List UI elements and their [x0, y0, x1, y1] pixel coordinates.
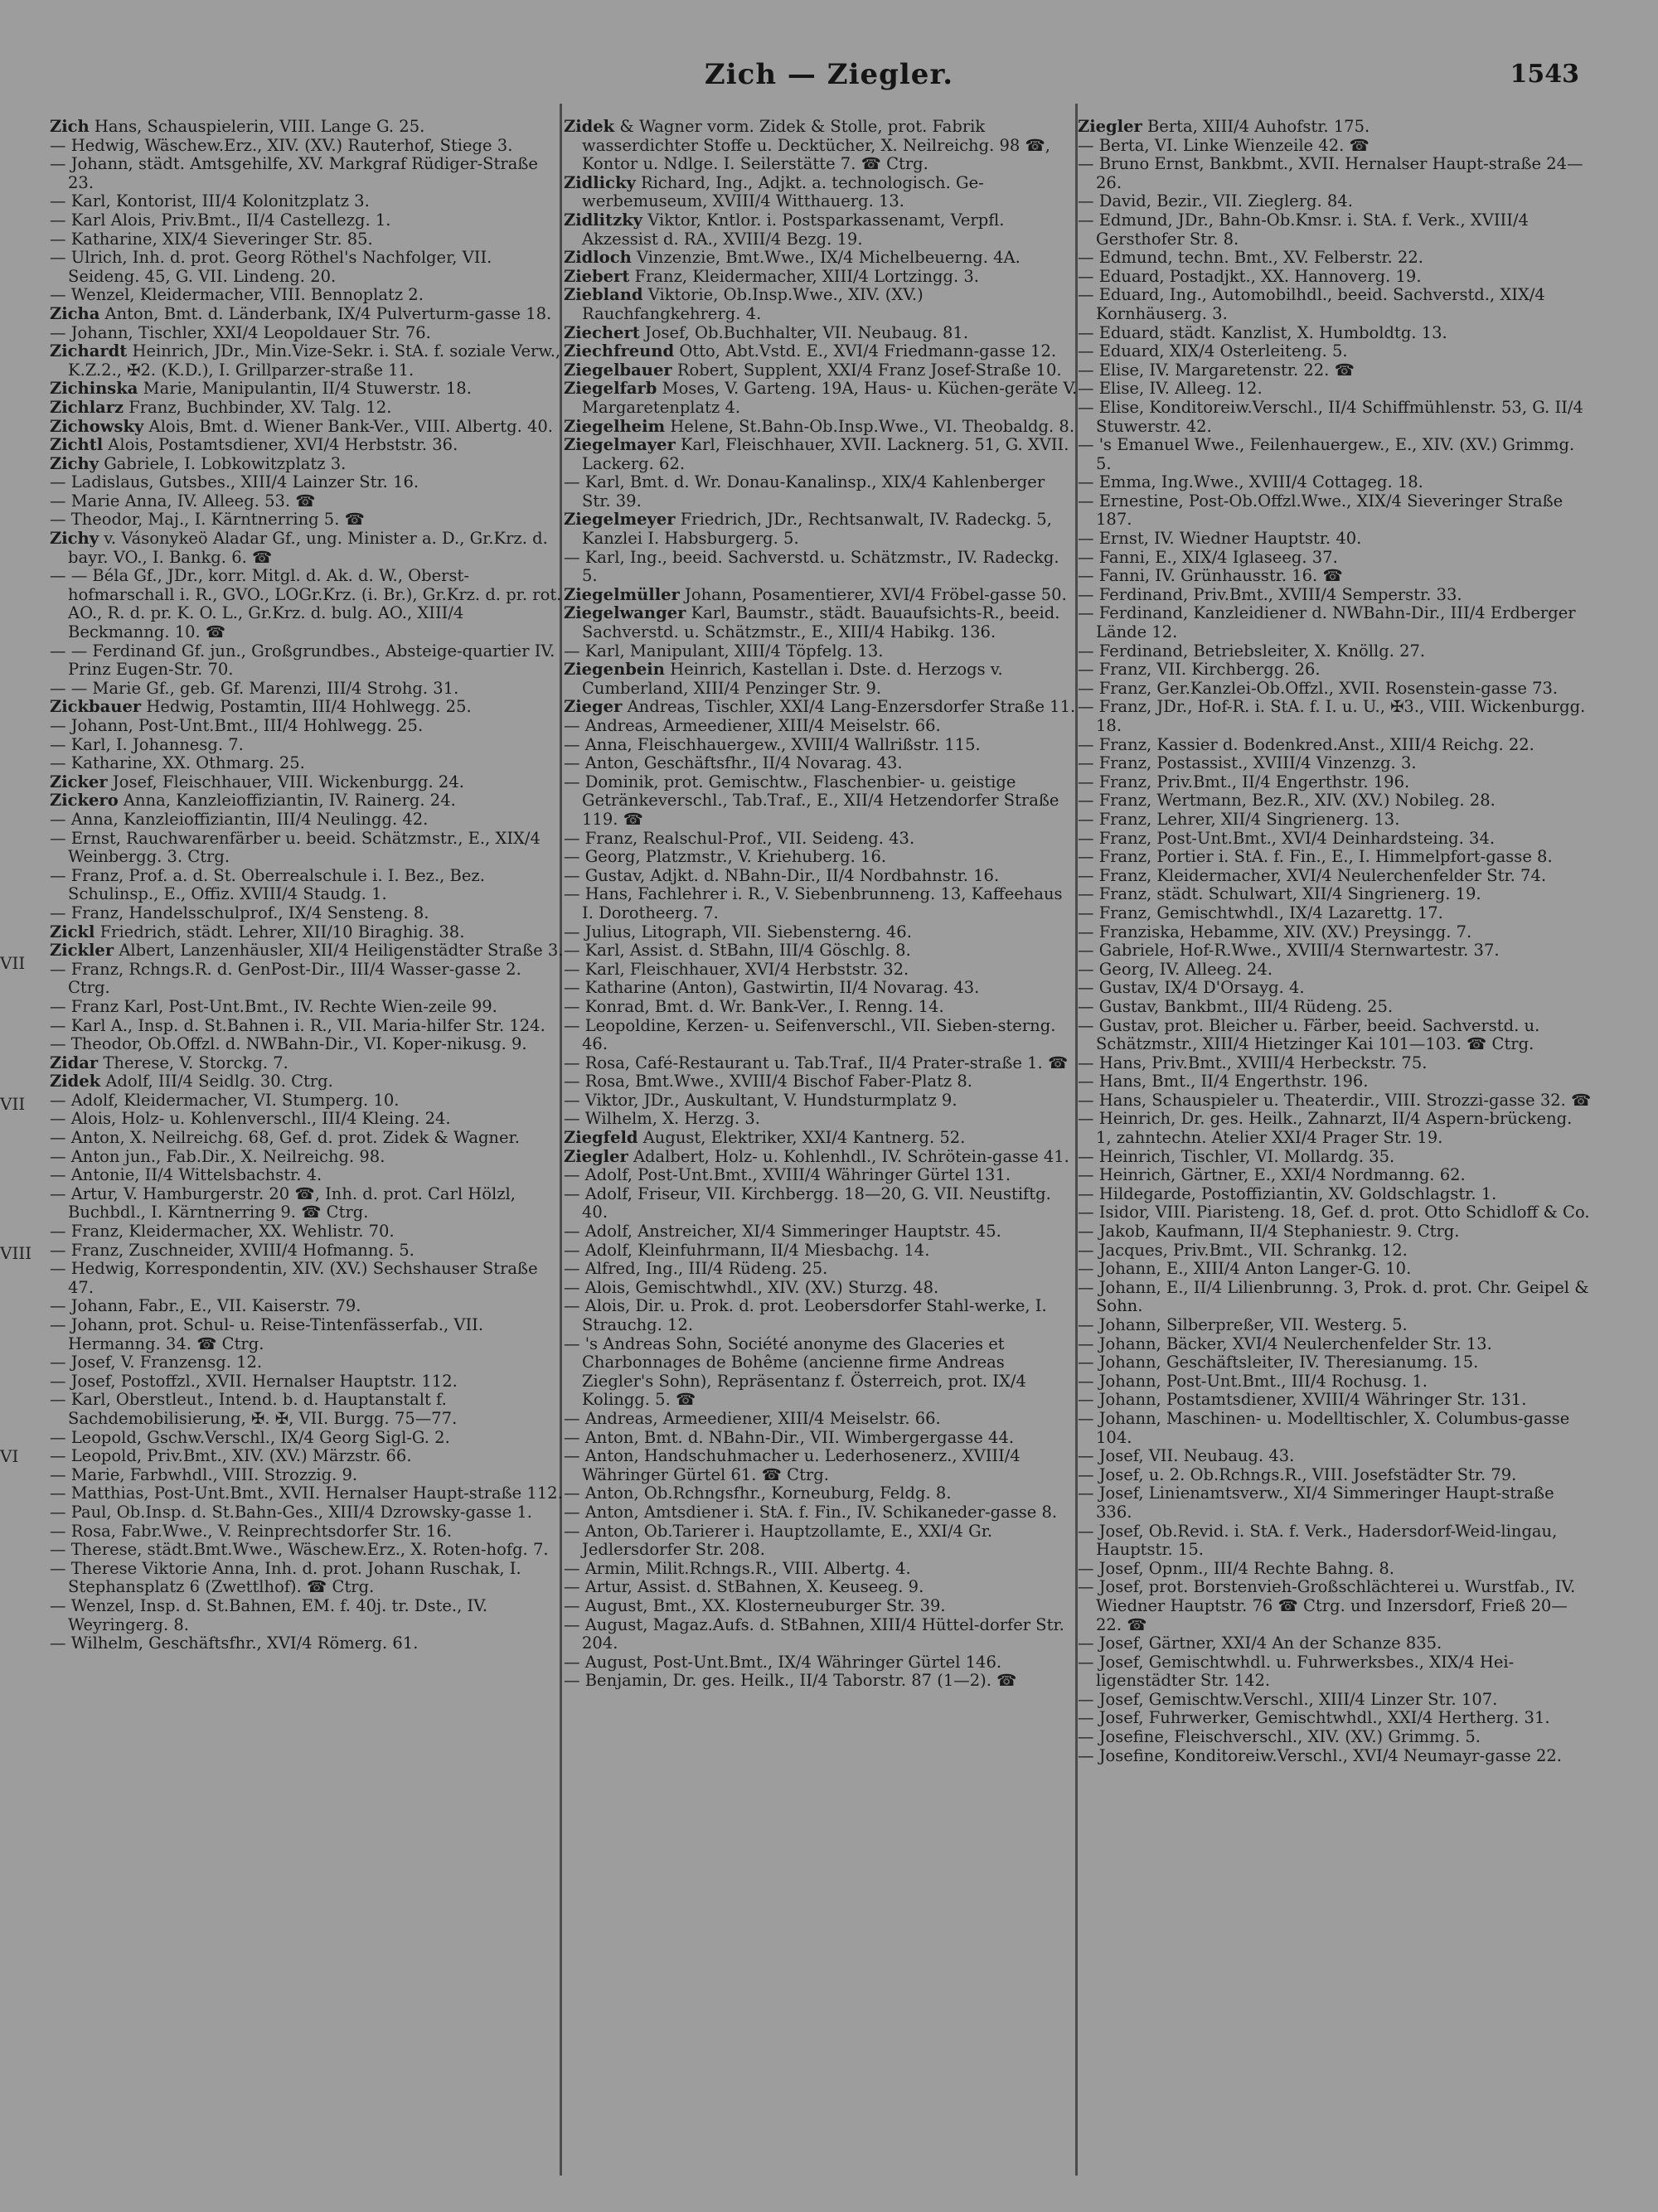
directory-entry: Zichinska Marie, Manipulantin, II/4 Stuwerstr. 18.: [50, 379, 472, 399]
directory-entry: — David, Bezir., VII. Zieglerg. 84.: [1078, 191, 1353, 211]
directory-entry: — Emma, Ing.Wwe., XVIII/4 Cottageg. 18.: [1078, 472, 1423, 492]
directory-entry: Zich Hans, Schauspielerin, VIII. Lange G. 25.: [50, 118, 425, 136]
directory-entry: Zidek & Wagner vorm. Zidek & Stolle, prot. Fabrik wasserdichter Stoffe u. Decktücher, X. Neilreichg. 98 ☎, Kontor u. Ndlge. I. Seilerstätte 7. ☎ Ctrg.: [564, 118, 1050, 174]
directory-entry: — Johann, E., II/4 Lilienbrunng. 3, Prok. d. prot. Chr. Geipel & Sohn.: [1078, 1277, 1589, 1316]
entry-surname: Ziechert: [564, 322, 640, 342]
directory-entry: Ziegelmeyer Friedrich, JDr., Rechtsanwalt, IV. Radeckg. 5, Kanzlei I. Habsburgerg. 5.: [564, 510, 1052, 549]
directory-entry: — Franz, VII. Kirchbergg. 26.: [1078, 660, 1321, 680]
directory-entry: — Franz, Portier i. StA. f. Fin., E., I. Himmelpfort-gasse 8.: [1078, 847, 1553, 867]
entry-surname: Zichlarz: [50, 397, 124, 417]
directory-entry: — Berta, VI. Linke Wienzeile 42. ☎: [1078, 135, 1370, 155]
directory-entry: Ziegelfarb Moses, V. Garteng. 19A, Haus- u. Küchen-geräte V. Margaretenplatz 4.: [564, 379, 1078, 417]
directory-entry: Zickero Anna, Kanzleioffiziantin, IV. Rainerg. 24.: [50, 791, 456, 811]
directory-entry: — Benjamin, Dr. ges. Heilk., II/4 Taborstr. 87 (1—2). ☎: [564, 1671, 1017, 1691]
directory-entry: — Wilhelm, Geschäftsfhr., XVI/4 Römerg. 61.: [50, 1634, 419, 1653]
directory-entry: — Leopoldine, Kerzen- u. Seifenverschl., VII. Sieben-sterng. 46.: [564, 1015, 1056, 1054]
directory-entry: — Karl, Ing., beeid. Sachverstd. u. Schätzmstr., IV. Radeckg. 5.: [564, 547, 1059, 586]
directory-entry: — Anton, Ob.Tarierer i. Hauptzollamte, E., XXI/4 Gr. Jedlersdorfer Str. 208.: [564, 1521, 993, 1560]
directory-entry: — Fanni, IV. Grünhausstr. 16. ☎: [1078, 566, 1343, 586]
directory-entry: — Josefine, Konditoreiw.Verschl., XVI/4 Neumayr-gasse 22.: [1078, 1745, 1563, 1765]
directory-entry: — Adolf, Post-Unt.Bmt., XVIII/4 Währinger Gürtel 131.: [564, 1165, 1011, 1185]
directory-entry: Zichlarz Franz, Buchbinder, XV. Talg. 12.: [50, 397, 392, 417]
entry-surname: Zichtl: [50, 435, 104, 455]
directory-entry: — Anton, Ob.Rchngsfhr., Korneuburg, Feldg. 8.: [564, 1484, 952, 1503]
directory-entry: — Georg, IV. Alleeg. 24.: [1078, 959, 1273, 979]
directory-entry: Zidek Adolf, III/4 Seidlg. 30. Ctrg.: [50, 1072, 333, 1091]
directory-entry: — Franz, Kassier d. Bodenkred.Anst., XIII/4 Reichg. 22.: [1078, 734, 1534, 754]
directory-entry: — Eduard, Ing., Automobilhdl., beeid. Sachverstd., XIX/4 Kornhäuserg. 3.: [1078, 285, 1545, 323]
directory-entry: — Marie, Farbwhdl., VIII. Strozzig. 9.: [50, 1464, 358, 1484]
directory-entry: — Rosa, Fabr.Wwe., V. Reinprechtsdorfer Str. 16.: [50, 1521, 453, 1541]
directory-entry: — Hans, Schauspieler u. Theaterdir., VIII. Strozzi-gasse 32. ☎: [1078, 1090, 1592, 1110]
directory-entry: — Jacques, Priv.Bmt., VII. Schrankg. 12.: [1078, 1240, 1408, 1260]
directory-entry: — Therese Viktorie Anna, Inh. d. prot. Johann Ruschak, I. Stephansplatz 6 (Zwettlhof). ☎ Ctrg.: [50, 1558, 521, 1597]
directory-entry: Zidlicky Richard, Ing., Adjkt. a. technologisch. Ge-werbemuseum, XVIII/4 Witthauerg. 13.: [564, 172, 984, 211]
entry-surname: Ziegelwanger: [564, 603, 686, 623]
directory-entry: — Elise, IV. Margaretenstr. 22. ☎: [1078, 360, 1355, 380]
directory-entry: — Eduard, Postadjkt., XX. Hannoverg. 19.: [1078, 266, 1422, 286]
entry-surname: Zidlicky: [564, 172, 636, 192]
directory-entry: — Artur, V. Hamburgerstr. 20 ☎, Inh. d. prot. Carl Hölzl, Buchbdl., I. Kärntnerring 9. ☎ Ctrg.: [50, 1183, 516, 1222]
directory-entry: Zidloch Vinzenzie, Bmt.Wwe., IX/4 Michelbeuerng. 4A.: [564, 248, 1020, 268]
directory-entry: — Heinrich, Tischler, VI. Mollardg. 35.: [1078, 1146, 1395, 1166]
directory-entry: — Josef, Gärtner, XXI/4 An der Schanze 835.: [1078, 1634, 1442, 1653]
directory-entry: — Hans, Priv.Bmt., XVIII/4 Herbeckstr. 75.: [1078, 1053, 1428, 1072]
directory-entry: — Franz, Kleidermacher, XVI/4 Neulerchenfelder Str. 74.: [1078, 865, 1547, 885]
directory-entry: — Jakob, Kaufmann, II/4 Stephaniestr. 9. Ctrg.: [1078, 1222, 1460, 1242]
directory-entry: Zicha Anton, Bmt. d. Länderbank, IX/4 Pulverturm-gasse 18.: [50, 303, 552, 323]
directory-entry: Ziegelmüller Johann, Posamentierer, XVI/4 Fröbel-gasse 50.: [564, 584, 1067, 604]
entry-surname: Zich: [50, 118, 90, 136]
directory-entry: — — Béla Gf., JDr., korr. Mitgl. d. Ak. d. W., Oberst-hofmarschall i. R., GVO., LOGr.Krz. (i. Br.), Gr.Krz. d. pr. rot. AO., R. d. pr. K. O. L., Gr.Krz. d. bulg. AO., XIII/4 Beckmanng. 10. ☎: [50, 566, 562, 642]
directory-entry: — Franz, städt. Schulwart, XII/4 Singrienerg. 19.: [1078, 884, 1481, 904]
entry-surname: Zidek: [50, 1072, 101, 1091]
directory-entry: — Rosa, Bmt.Wwe., XVIII/4 Bischof Faber-Platz 8.: [564, 1072, 972, 1091]
directory-entry: — Adolf, Friseur, VII. Kirchbergg. 18—20, G. VII. Neustiftg. 40.: [564, 1183, 1051, 1222]
directory-entry: — Dominik, prot. Gemischtw., Flaschenbier- u. geistige Getränkeverschl., Tab.Traf., E., XII/4 Hetzendorfer Straße 119. ☎: [564, 772, 1059, 829]
page-number: 1543: [1510, 60, 1579, 89]
running-title: Zich — Ziegler.: [704, 58, 954, 91]
directory-entry: Ziegelbauer Robert, Supplent, XXI/4 Franz Josef-Straße 10.: [564, 360, 1062, 380]
entry-surname: Ziegelmeyer: [564, 510, 676, 530]
directory-entry: — Josef, Ob.Revid. i. StA. f. Verk., Hadersdorf-Weid-lingau, Hauptstr. 15.: [1078, 1521, 1558, 1560]
directory-entry: — Hedwig, Korrespondentin, XIV. (XV.) Sechshauser Straße 47.: [50, 1259, 538, 1297]
directory-entry: — Katharine, XX. Othmarg. 25.: [50, 753, 305, 773]
directory-entry: — Ulrich, Inh. d. prot. Georg Röthel's Nachfolger, VII. Seideng. 45, G. VII. Lindeng. 20.: [50, 248, 492, 286]
entry-surname: Ziegfeld: [564, 1128, 638, 1148]
entry-surname: Zichowsky: [50, 416, 144, 436]
directory-entry: — Elise, Konditoreiw.Verschl., II/4 Schiffmühlenstr. 53, G. II/4 Stuwerstr. 42.: [1078, 397, 1583, 436]
directory-entry: — Hans, Bmt., II/4 Engerthstr. 196.: [1078, 1072, 1369, 1091]
directory-entry: — Alois, Holz- u. Kohlenverschl., III/4 Kleing. 24.: [50, 1109, 451, 1129]
directory-entry: — Andreas, Armeediener, XIII/4 Meiselstr. 66.: [564, 1408, 941, 1428]
directory-entry: — Josef, prot. Borstenvieh-Großschlächterei u. Wurstfab., IV. Wiedner Hauptstr. 76 ☎ Ctrg. und Inzersdorf, Frieß 20—22. ☎: [1078, 1577, 1576, 1634]
directory-entry: — Karl, I. Johannesg. 7.: [50, 734, 244, 754]
directory-entry: — Adolf, Anstreicher, XI/4 Simmeringer Hauptstr. 45.: [564, 1222, 1001, 1242]
directory-entry: Zidlitzky Viktor, Kntlor. i. Postsparkassenamt, Verpfl. Akzessist d. RA., XVIII/4 Bezg. 19.: [564, 210, 1005, 249]
directory-entry: — Franz, Kleidermacher, XX. Wehlistr. 70.: [50, 1222, 395, 1242]
directory-entry: — — Marie Gf., geb. Gf. Marenzi, III/4 Strohg. 31.: [50, 678, 459, 698]
directory-entry: — Alois, Dir. u. Prok. d. prot. Leobersdorfer Stahl-werke, I. Strauchg. 12.: [564, 1296, 1047, 1334]
directory-entry: — Paul, Ob.Insp. d. St.Bahn-Ges., XIII/4 Dzrowsky-gasse 1.: [50, 1502, 532, 1522]
directory-entry: — Hans, Fachlehrer i. R., V. Siebenbrunneng. 13, Kaffeehaus I. Dorotheerg. 7.: [564, 884, 1063, 922]
directory-entry: — Heinrich, Gärtner, E., XXI/4 Nordmanng. 62.: [1078, 1165, 1466, 1185]
directory-entry: — Johann, Tischler, XXI/4 Leopoldauer Str. 76.: [50, 322, 431, 342]
directory-entry: — Anton, X. Neilreichg. 68, Gef. d. prot. Zidek & Wagner.: [50, 1128, 520, 1148]
entry-surname: Zicker: [50, 772, 108, 791]
directory-entry: Ziegelmayer Karl, Fleischhauer, XVII. Lacknerg. 51, G. XVII. Lackerg. 62.: [564, 435, 1069, 473]
entry-surname: Ziegelmayer: [564, 435, 676, 455]
directory-entry: — Gustav, Adjkt. d. NBahn-Dir., II/4 Nordbahnstr. 16.: [564, 865, 1000, 885]
entry-surname: Zidek: [564, 118, 615, 136]
directory-entry: — Bruno Ernst, Bankbmt., XVII. Hernalser Haupt-straße 24—26.: [1078, 154, 1583, 192]
directory-entry: Zickler Albert, Lanzenhäusler, XII/4 Heiligenstädter Straße 3.: [50, 941, 564, 961]
directory-entry: — Josef, V. Franzensg. 12.: [50, 1353, 263, 1372]
directory-entry: — Johann, Bäcker, XVI/4 Neulerchenfelder Str. 13.: [1078, 1333, 1492, 1353]
directory-entry: — Franz, Zuschneider, XVIII/4 Hofmanng. 5.: [50, 1240, 414, 1260]
directory-entry: — Johann, Postamtsdiener, XVIII/4 Währinger Str. 131.: [1078, 1390, 1527, 1410]
directory-entry: — Gustav, prot. Bleicher u. Färber, beeid. Sachverstd. u. Schätzmstr., XIII/4 Hietzinger Kai 101—103. ☎ Ctrg.: [1078, 1015, 1540, 1054]
directory-entry: — 's Andreas Sohn, Société anonyme des Glaceries et Charbonnages de Bohême (ancienne firme Andreas Ziegler's Sohn), Repräsentanz f. Österreich, prot. IX/4 Kolingg. 5. ☎: [564, 1333, 1026, 1410]
directory-entry: Ziegler Adalbert, Holz- u. Kohlenhdl., IV. Schrötein-gasse 41.: [564, 1146, 1069, 1166]
entry-surname: Zichinska: [50, 379, 138, 399]
directory-entry: Ziegfeld August, Elektriker, XXI/4 Kantnerg. 52.: [564, 1128, 966, 1148]
directory-entry: — Johann, prot. Schul- u. Reise-Tintenfässerfab., VII. Hermanng. 34. ☎ Ctrg.: [50, 1315, 484, 1353]
entry-surname: Zickl: [50, 922, 95, 941]
directory-entry: — Hildegarde, Postoffiziantin, XV. Goldschlagstr. 1.: [1078, 1183, 1497, 1203]
entry-surname: Zicha: [50, 303, 100, 323]
directory-entry: — Josef, Postoffzl., XVII. Hernalser Hauptstr. 112.: [50, 1371, 458, 1391]
directory-entry: — Josef, VII. Neubaug. 43.: [1078, 1446, 1295, 1466]
directory-entry: — Josef, Linienamtsverw., XI/4 Simmeringer Haupt-straße 336.: [1078, 1484, 1554, 1522]
entry-surname: Ziegler: [1078, 118, 1142, 136]
directory-entry: — Wenzel, Insp. d. St.Bahnen, EM. f. 40j. tr. Dste., IV. Weyringerg. 8.: [50, 1595, 488, 1634]
directory-entry: Zieger Andreas, Tischler, XXI/4 Lang-Enzersdorfer Straße 11.: [564, 697, 1076, 717]
directory-entry: — Josef, Gemischtw.Verschl., XIII/4 Linzer Str. 107.: [1078, 1689, 1498, 1709]
entry-surname: Ziegenbein: [564, 660, 665, 680]
directory-entry: — August, Bmt., XX. Klosterneuburger Str. 39.: [564, 1595, 946, 1615]
directory-entry: — Gustav, IX/4 D'Orsayg. 4.: [1078, 978, 1305, 998]
directory-entry: — Marie Anna, IV. Alleeg. 53. ☎: [50, 491, 316, 511]
directory-entry: — Franz, Realschul-Prof., VII. Seideng. 43.: [564, 828, 915, 848]
directory-entry: — Armin, Milit.Rchngs.R., VIII. Albertg. 4.: [564, 1558, 911, 1578]
directory-entry: — Adolf, Kleinfuhrmann, II/4 Miesbachg. 14.: [564, 1240, 930, 1260]
edge-mark: VII: [0, 1094, 26, 1114]
directory-entry: — Anton, Handschuhmacher u. Lederhosenerz., XVIII/4 Währinger Gürtel 61. ☎ Ctrg.: [564, 1446, 1020, 1484]
directory-entry: — Katharine, XIX/4 Sieveringer Str. 85.: [50, 229, 373, 249]
entry-surname: Ziegler: [564, 1146, 628, 1166]
directory-entry: — Franz, Wertmann, Bez.R., XIV. (XV.) Nobileg. 28.: [1078, 791, 1496, 811]
edge-mark: VIII: [0, 1243, 32, 1263]
entry-surname: Zichy: [50, 529, 99, 549]
directory-entry: Ziechfreund Otto, Abt.Vstd. E., XVI/4 Friedmann-gasse 12.: [564, 341, 1057, 361]
directory-entry: — Johann, Post-Unt.Bmt., III/4 Hohlwegg. 25.: [50, 716, 424, 735]
directory-entry: — Karl, Assist. d. StBahn, III/4 Göschlg. 8.: [564, 941, 911, 961]
directory-entry: — Anton, Geschäftsfhr., II/4 Novarag. 43.: [564, 753, 903, 773]
entry-surname: Zichy: [50, 453, 99, 473]
edge-mark: VI: [0, 1446, 19, 1466]
directory-entry: Zickl Friedrich, städt. Lehrer, XII/10 Biraghig. 38.: [50, 922, 465, 941]
directory-entry: — Leopold, Gschw.Verschl., IX/4 Georg Sigl-G. 2.: [50, 1427, 450, 1447]
directory-entry: — Johann, E., XIII/4 Anton Langer-G. 10.: [1078, 1259, 1412, 1279]
directory-entry: Zichtl Alois, Postamtsdiener, XVI/4 Herbststr. 36.: [50, 435, 458, 455]
entry-surname: Zidar: [50, 1053, 99, 1072]
entry-surname: Zidlitzky: [564, 210, 643, 230]
directory-entry: — Antonie, II/4 Wittelsbachstr. 4.: [50, 1165, 322, 1185]
directory-entry: — Franz, Handelsschulprof., IX/4 Sensteng. 8.: [50, 903, 429, 922]
directory-entry: — Josef, Opnm., III/4 Rechte Bahng. 8.: [1078, 1558, 1394, 1578]
directory-entry: — Eduard, XIX/4 Osterleiteng. 5.: [1078, 341, 1348, 361]
entry-surname: Zieger: [564, 697, 623, 717]
directory-entry: Zickbauer Hedwig, Postamtin, III/4 Hohlwegg. 25.: [50, 697, 472, 717]
directory-entry: — Wenzel, Kleidermacher, VIII. Bennoplatz 2.: [50, 285, 424, 305]
directory-entry: — Josef, u. 2. Ob.Rchngs.R., VIII. Josefstädter Str. 79.: [1078, 1464, 1517, 1484]
directory-entry: Ziegler Berta, XIII/4 Auhofstr. 175.: [1078, 118, 1370, 136]
page-header: [0, 58, 1658, 99]
directory-entry: — Heinrich, Dr. ges. Heilk., Zahnarzt, II/4 Aspern-brückeng. 1, zahntechn. Atelier XXI/4 Prager Str. 19.: [1078, 1109, 1573, 1148]
column-middle: [564, 118, 1078, 2181]
directory-entry: — Josef, Gemischtwhdl. u. Fuhrwerksbes., XIX/4 Hei-ligenstädter Str. 142.: [1078, 1652, 1515, 1691]
directory-entry: — Leopold, Priv.Bmt., XIV. (XV.) Märzstr. 66.: [50, 1446, 412, 1466]
directory-entry: — Rosa, Café-Restaurant u. Tab.Traf., II/4 Prater-straße 1. ☎: [564, 1053, 1069, 1072]
directory-entry: — Hedwig, Wäschew.Erz., XIV. (XV.) Rauterhof, Stiege 3.: [50, 135, 513, 155]
directory-entry: — Edmund, JDr., Bahn-Ob.Kmsr. i. StA. f. Verk., XVIII/4 Gersthofer Str. 8.: [1078, 210, 1529, 249]
directory-entry: — Ferdinand, Kanzleidiener d. NWBahn-Dir., III/4 Erdberger Lände 12.: [1078, 603, 1576, 642]
entry-surname: Ziegelheim: [564, 416, 666, 436]
left-edge-marks: [0, 0, 32, 2212]
directory-entry: — Franz, Lehrer, XII/4 Singrienerg. 13.: [1078, 809, 1400, 829]
directory-entry: — Franz, Gemischtwhdl., IX/4 Lazarettg. 17.: [1078, 903, 1443, 922]
directory-entry: — Andreas, Armeediener, XIII/4 Meiselstr. 66.: [564, 716, 941, 735]
directory-entry: — Franz, Priv.Bmt., II/4 Engerthstr. 196.: [1078, 772, 1410, 791]
directory-entry: — Elise, IV. Alleeg. 12.: [1078, 379, 1263, 399]
entry-surname: Zidloch: [564, 248, 632, 268]
directory-entry: — Johann, städt. Amtsgehilfe, XV. Markgraf Rüdiger-Straße 23.: [50, 154, 538, 192]
directory-entry: — Katharine (Anton), Gastwirtin, II/4 Novarag. 43.: [564, 978, 980, 998]
directory-entry: — Josef, Fuhrwerker, Gemischtwhdl., XXI/4 Hertherg. 31.: [1078, 1708, 1550, 1728]
directory-entry: — 's Emanuel Wwe., Feilenhauergew., E., XIV. (XV.) Grimmg. 5.: [1078, 435, 1575, 473]
directory-entry: — Franz, Prof. a. d. St. Oberrealschule i. I. Bez., Bez. Schulinsp., E., Offiz. XVIII/4 Staudg. 1.: [50, 865, 485, 904]
directory-entry: — Ferdinand, Betriebsleiter, X. Knöllg. 27.: [1078, 641, 1426, 661]
directory-entry: — Eduard, städt. Kanzlist, X. Humboldtg. 13.: [1078, 322, 1447, 342]
directory-entry: Ziebland Viktorie, Ob.Insp.Wwe., XIV. (XV.) Rauchfangkehrerg. 4.: [564, 285, 924, 323]
directory-entry: — Karl, Oberstleut., Intend. b. d. Hauptanstalt f. Sachdemobilisierung, ✠. ✠, VII. Burgg. 75—77.: [50, 1390, 458, 1428]
directory-entry: — Josefine, Fleischverschl., XIV. (XV.) Grimmg. 5.: [1078, 1727, 1481, 1747]
directory-entry: Zichardt Heinrich, JDr., Min.Vize-Sekr. i. StA. f. soziale Verw., K.Z.2., ✠2. (K.D.), I. Grillparzer-straße 11.: [50, 341, 561, 380]
directory-entry: — Theodor, Maj., I. Kärntnerring 5. ☎: [50, 510, 365, 530]
directory-entry: — Georg, Platzmstr., V. Kriehuberg. 16.: [564, 847, 887, 867]
directory-entry: — Franz, Postassist., XVIII/4 Vinzenzg. 3.: [1078, 753, 1417, 773]
directory-entry: — Johann, Geschäftsleiter, IV. Theresianumg. 15.: [1078, 1353, 1479, 1372]
directory-entry: — Karl, Kontorist, III/4 Kolonitzplatz 3.: [50, 191, 370, 211]
entry-surname: Ziebert: [564, 266, 630, 286]
directory-entry: — Johann, Fabr., E., VII. Kaiserstr. 79.: [50, 1296, 361, 1316]
directory-entry: — Johann, Silberpreßer, VII. Westerg. 5.: [1078, 1315, 1408, 1334]
directory-entry: — Franziska, Hebamme, XIV. (XV.) Preysingg. 7.: [1078, 922, 1472, 941]
directory-entry: — Karl Alois, Priv.Bmt., II/4 Castellezg. 1.: [50, 210, 391, 230]
directory-entry: — Anton, Bmt. d. NBahn-Dir., VII. Wimbergergasse 44.: [564, 1427, 1015, 1447]
directory-entry: — Ladislaus, Gutsbes., XIII/4 Lainzer Str. 16.: [50, 472, 419, 492]
directory-entry: — Franz Karl, Post-Unt.Bmt., IV. Rechte Wien-zeile 99.: [50, 996, 497, 1016]
directory-entry: — Johann, Maschinen- u. Modelltischler, X. Columbus-gasse 104.: [1078, 1408, 1570, 1447]
directory-entry: — August, Post-Unt.Bmt., IX/4 Währinger Gürtel 146.: [564, 1652, 1002, 1672]
directory-entry: Ziechert Josef, Ob.Buchhalter, VII. Neubaug. 81.: [564, 322, 969, 342]
column-left: [50, 118, 564, 2181]
entry-surname: Ziegelfarb: [564, 379, 657, 399]
directory-entry: — Theodor, Ob.Offzl. d. NWBahn-Dir., VI. Koper-nikusg. 9.: [50, 1034, 527, 1054]
directory-entry: — Johann, Post-Unt.Bmt., III/4 Rochusg. 1.: [1078, 1371, 1428, 1391]
directory-entry: — Ernst, Rauchwarenfärber u. beeid. Schätzmstr., E., XIX/4 Weinbergg. 3. Ctrg.: [50, 828, 541, 867]
directory-entry: — Anton, Amtsdiener i. StA. f. Fin., IV. Schikaneder-gasse 8.: [564, 1502, 1058, 1522]
directory-entry: — Julius, Litograph, VII. Siebensterng. 46.: [564, 922, 912, 941]
entry-surname: Zichardt: [50, 341, 128, 361]
directory-entry: — Karl A., Insp. d. St.Bahnen i. R., VII. Maria-hilfer Str. 124.: [50, 1015, 545, 1035]
directory-entry: Ziegelheim Helene, St.Bahn-Ob.Insp.Wwe., VI. Theobaldg. 8.: [564, 416, 1075, 436]
directory-entry: — Edmund, techn. Bmt., XV. Felberstr. 22.: [1078, 248, 1423, 268]
directory-entry: — Artur, Assist. d. StBahnen, X. Keuseeg. 9.: [564, 1577, 924, 1597]
directory-entry: — Franz, Rchngs.R. d. GenPost-Dir., III/4 Wasser-gasse 2. Ctrg.: [50, 959, 521, 998]
directory-entry: — Fanni, E., XIX/4 Iglaseeg. 37.: [1078, 547, 1338, 567]
edge-mark: VII: [0, 953, 26, 973]
directory-entry: — Anna, Fleischhauergew., XVIII/4 Wallrißstr. 115.: [564, 734, 981, 754]
directory-entry: — Ernst, IV. Wiedner Hauptstr. 40.: [1078, 529, 1362, 549]
directory-entry: — Isidor, VIII. Piaristeng. 18, Gef. d. prot. Otto Schidloff & Co.: [1078, 1203, 1590, 1222]
directory-entry: Zidar Therese, V. Storckg. 7.: [50, 1053, 288, 1072]
entry-surname: Ziegelmüller: [564, 584, 680, 604]
directory-entry: Ziegelwanger Karl, Baumstr., städt. Bauaufsichts-R., beeid. Sachverstd. u. Schätzmstr., E., XIII/4 Habikg. 136.: [564, 603, 1060, 642]
directory-entry: — Therese, städt.Bmt.Wwe., Wäschew.Erz., X. Roten-hofg. 7.: [50, 1540, 549, 1560]
directory-entry: Ziegenbein Heinrich, Kastellan i. Dste. d. Herzogs v. Cumberland, XIII/4 Penzinger Str. 9.: [564, 660, 1003, 698]
directory-entry: — Karl, Bmt. d. Wr. Donau-Kanalinsp., XIX/4 Kahlenberger Str. 39.: [564, 472, 1045, 511]
directory-entry: — Gabriele, Hof-R.Wwe., XVIII/4 Sternwartestr. 37.: [1078, 941, 1500, 961]
directory-entry: Zichy Gabriele, I. Lobkowitzplatz 3.: [50, 453, 347, 473]
column-right: [1078, 118, 1592, 2181]
directory-entry: — Alois, Gemischtwhdl., XIV. (XV.) Sturzg. 48.: [564, 1277, 939, 1297]
entry-surname: Ziegelbauer: [564, 360, 672, 380]
directory-entry: — Adolf, Kleidermacher, VI. Stumperg. 10.: [50, 1090, 400, 1110]
directory-entry: — Konrad, Bmt. d. Wr. Bank-Ver., I. Renng. 14.: [564, 996, 944, 1016]
directory-entry: — Wilhelm, X. Herzg. 3.: [564, 1109, 760, 1129]
directory-entry: — Alfred, Ing., III/4 Rüdeng. 25.: [564, 1259, 828, 1279]
entry-surname: Ziechfreund: [564, 341, 675, 361]
directory-entry: Ziebert Franz, Kleidermacher, XIII/4 Lortzingg. 3.: [564, 266, 979, 286]
directory-entry: — Anton jun., Fab.Dir., X. Neilreichg. 98.: [50, 1146, 385, 1166]
entry-surname: Zickero: [50, 791, 119, 811]
directory-entry: — Franz, Post-Unt.Bmt., XVI/4 Deinhardsteing. 34.: [1078, 828, 1496, 848]
directory-entry: — Viktor, JDr., Auskultant, V. Hundsturmplatz 9.: [564, 1090, 957, 1110]
directory-entry: — August, Magaz.Aufs. d. StBahnen, XIII/4 Hüttel-dorfer Str. 204.: [564, 1614, 1064, 1653]
directory-entry: — Ferdinand, Priv.Bmt., XVIII/4 Semperstr. 33.: [1078, 584, 1462, 604]
directory-entry: — Ernestine, Post-Ob.Offzl.Wwe., XIX/4 Sieveringer Straße 187.: [1078, 491, 1563, 530]
directory-entry: — Franz, Ger.Kanzlei-Ob.Offzl., XVII. Rosenstein-gasse 73.: [1078, 678, 1559, 698]
directory-entry: — — Ferdinand Gf. jun., Großgrundbes., Absteige-quartier IV. Prinz Eugen-Str. 70.: [50, 641, 555, 680]
directory-entry: — Karl, Manipulant, XIII/4 Töpfelg. 13.: [564, 641, 884, 661]
entry-surname: Ziebland: [564, 285, 643, 305]
directory-entry: Zicker Josef, Fleischhauer, VIII. Wickenburgg. 24.: [50, 772, 464, 791]
directory-entry: — Matthias, Post-Unt.Bmt., XVII. Hernalser Haupt-straße 112.: [50, 1484, 563, 1503]
directory-entry: — Gustav, Bankbmt., III/4 Rüdeng. 25.: [1078, 996, 1394, 1016]
directory-entry: — Karl, Fleischhauer, XVI/4 Herbststr. 32.: [564, 959, 909, 979]
directory-entry: Zichowsky Alois, Bmt. d. Wiener Bank-Ver., VIII. Albertg. 40.: [50, 416, 553, 436]
directory-entry: Zichy v. Vásonykeö Aladar Gf., ung. Minister a. D., Gr.Krz. d. bayr. VO., I. Bankg. 6. ☎: [50, 529, 548, 567]
directory-entry: — Franz, JDr., Hof-R. i. StA. f. I. u. U., ✠3., VIII. Wickenburgg. 18.: [1078, 697, 1586, 735]
directory-entry: — Anna, Kanzleioffiziantin, III/4 Neulingg. 42.: [50, 809, 429, 829]
entry-surname: Zickbauer: [50, 697, 142, 717]
entry-surname: Zickler: [50, 941, 114, 961]
